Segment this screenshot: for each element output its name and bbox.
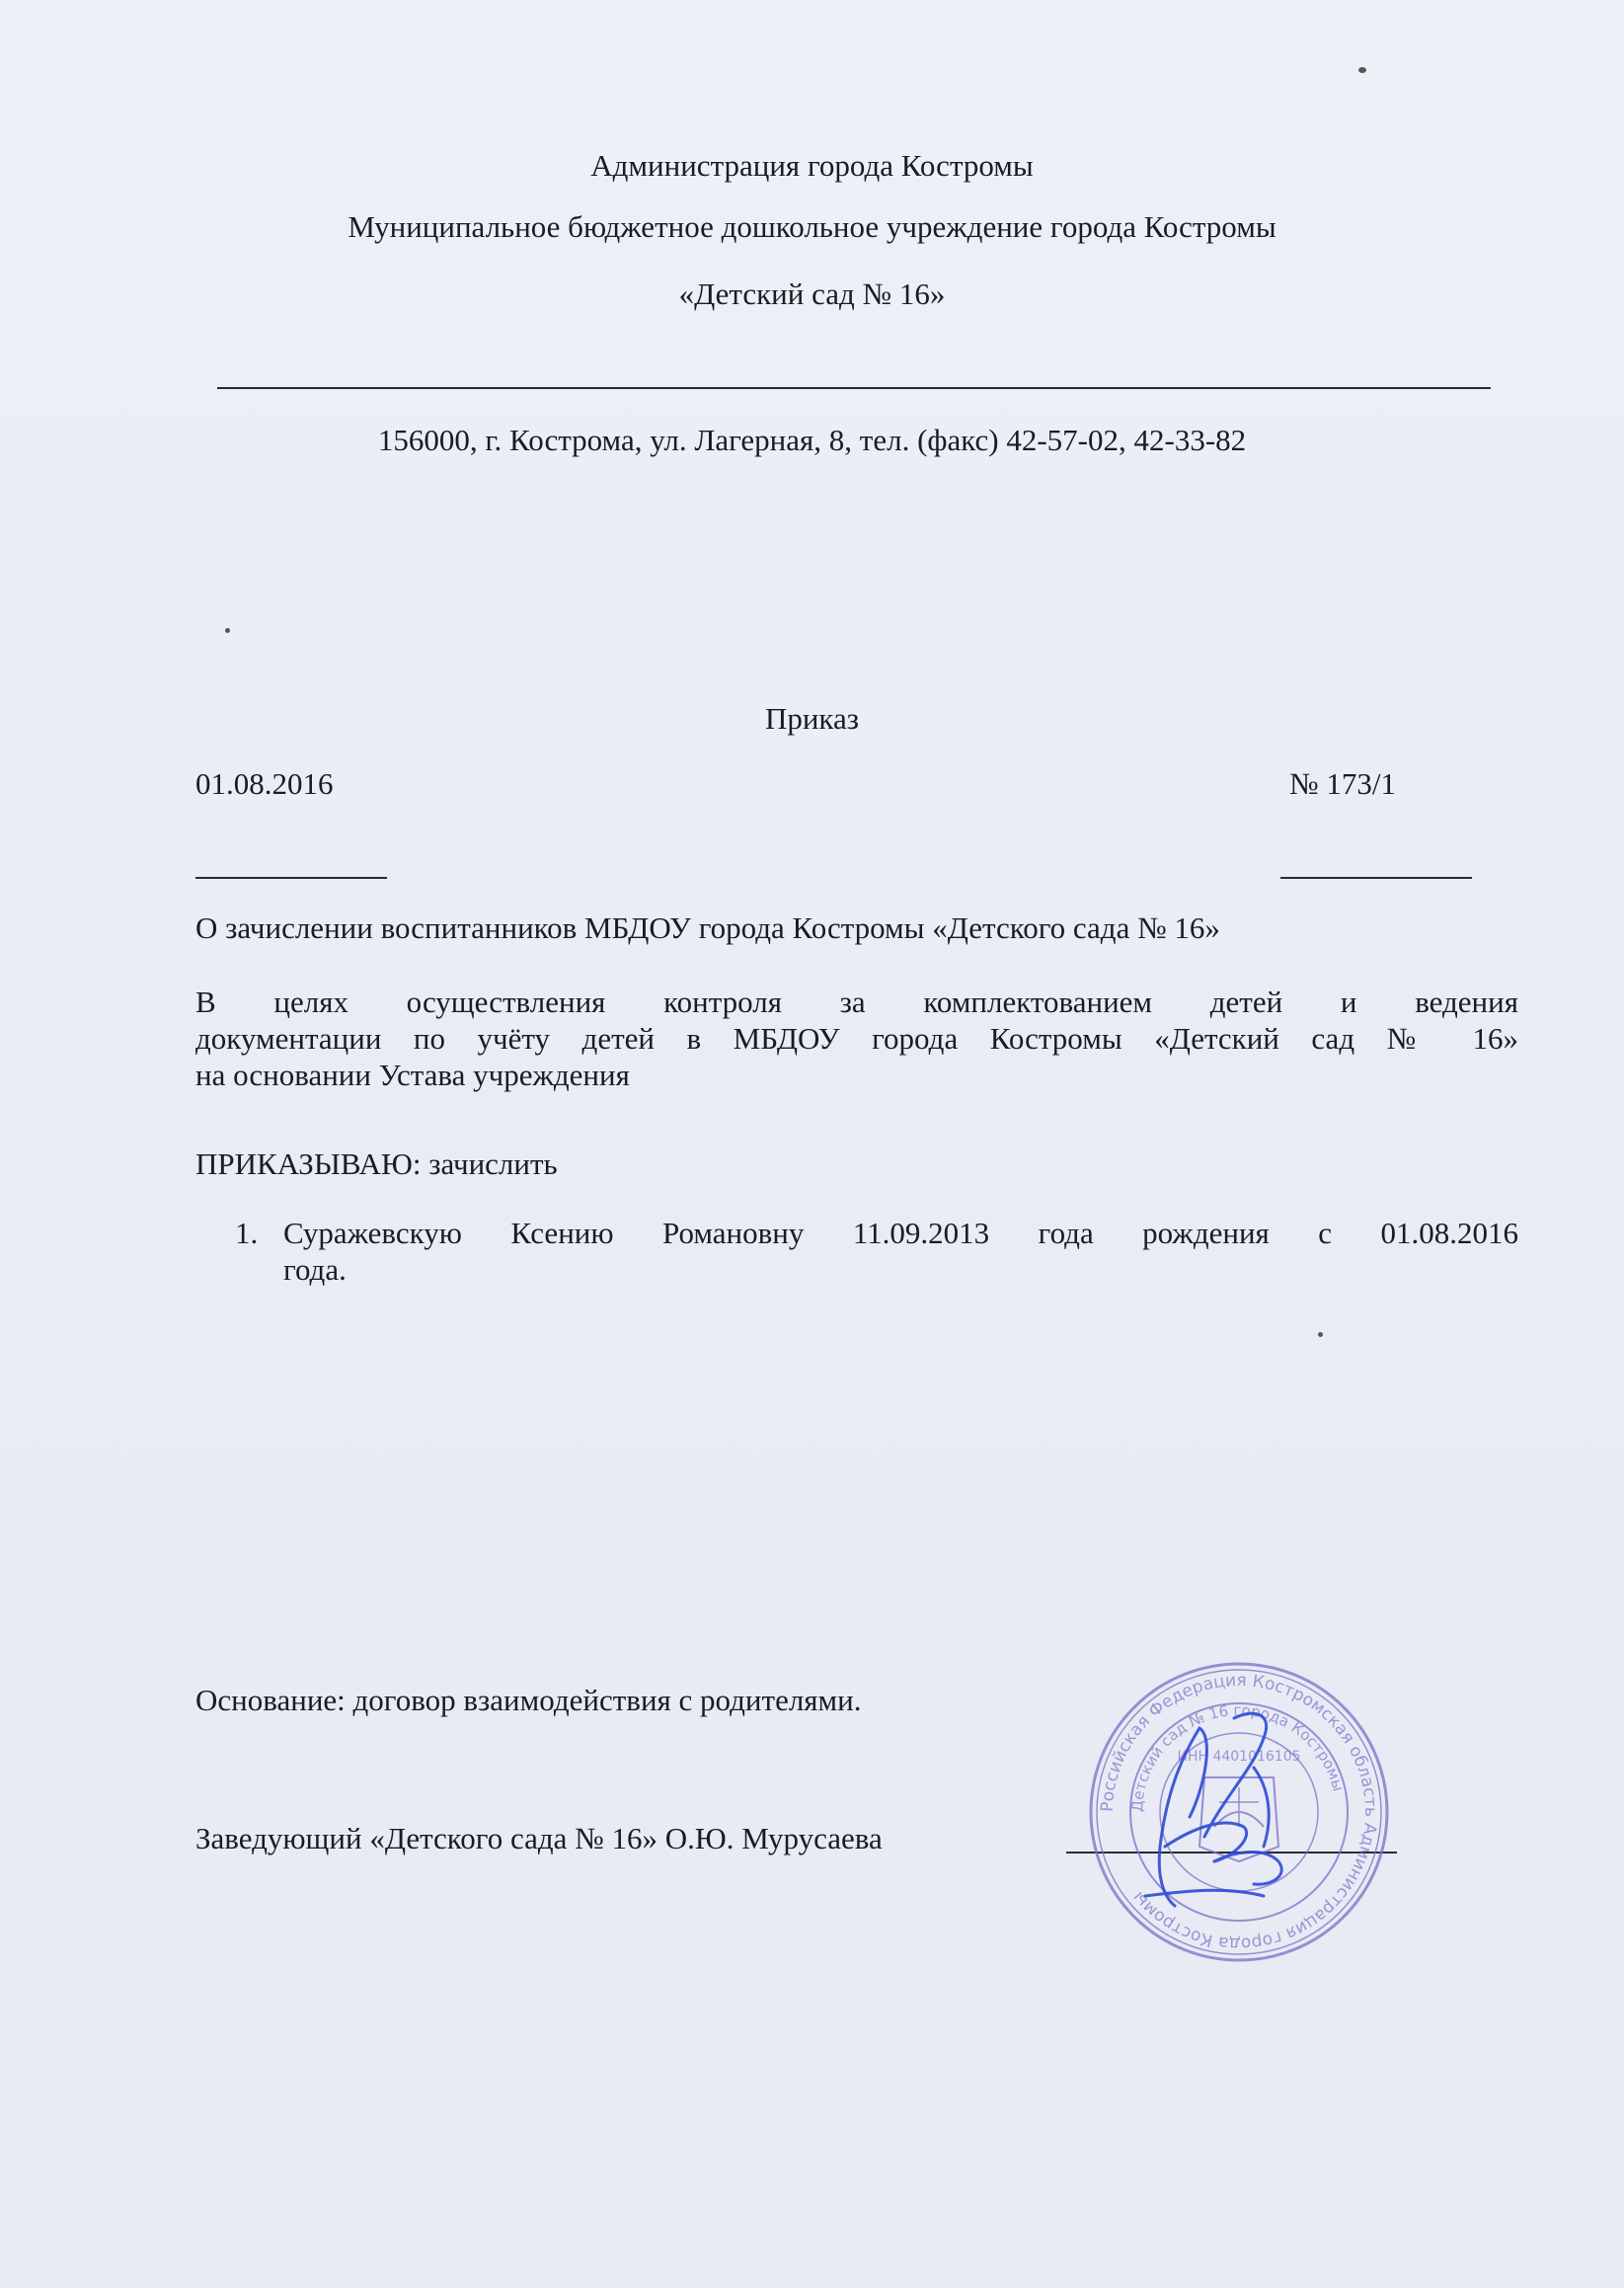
list-item-text — [283, 1215, 1518, 1288]
order-basis: Основание: договор взаимодействия с родителями. — [195, 1683, 862, 1717]
scan-speck — [1358, 67, 1366, 73]
stamp-inn: ИНН 4401016105 — [1177, 1749, 1301, 1765]
scan-speck — [1318, 1332, 1323, 1337]
order-signatory: Заведующий «Детского сада № 16» О.Ю. Мурусаева — [195, 1821, 883, 1855]
order-date: 01.08.2016 — [195, 766, 334, 801]
number-underline — [1280, 877, 1472, 879]
order-subject: О зачислении воспитанников МБДОУ города Костромы «Детского сада № 16» — [195, 910, 1220, 945]
scan-speck — [225, 628, 230, 633]
handwritten-signature — [1106, 1698, 1323, 1945]
header-address: 156000, г. Кострома, ул. Лагерная, 8, тел. (факс) 42-57-02, 42-33-82 — [377, 423, 1247, 457]
header-name: «Детский сад № 16» — [678, 276, 946, 311]
preamble-line-2: документации по учёту детей в МБДОУ города Костромы «Детский сад № 16» — [195, 1021, 1518, 1056]
stamp-outer-text: Российская Федерация Костромская область Администрация города Костромы — [1097, 1670, 1381, 1954]
order-decree: ПРИКАЗЫВАЮ: зачислить — [195, 1146, 558, 1181]
list-item-line-2: года. — [283, 1252, 347, 1287]
header-divider — [217, 387, 1491, 389]
date-underline — [195, 877, 387, 879]
preamble-line-3: на основании Устава учреждения — [195, 1058, 630, 1092]
list-item-line-1: Суражевскую Ксению Романовну 11.09.2013 года рождения с 01.08.2016 — [283, 1216, 1518, 1250]
preamble-line-1: В целях осуществления контроля за комплектованием детей и ведения — [195, 985, 1518, 1019]
order-number: № 173/1 — [1289, 766, 1396, 801]
stamp-inner-text: Детский сад № 16 города Костромы — [1127, 1700, 1348, 1813]
list-item-number: 1. — [235, 1216, 259, 1250]
order-title: Приказ — [764, 701, 860, 736]
header-institution: Муниципальное бюджетное дошкольное учреждение города Костромы — [348, 209, 1276, 244]
header-administration: Администрация города Костромы — [590, 148, 1034, 183]
order-preamble — [195, 984, 1518, 1093]
